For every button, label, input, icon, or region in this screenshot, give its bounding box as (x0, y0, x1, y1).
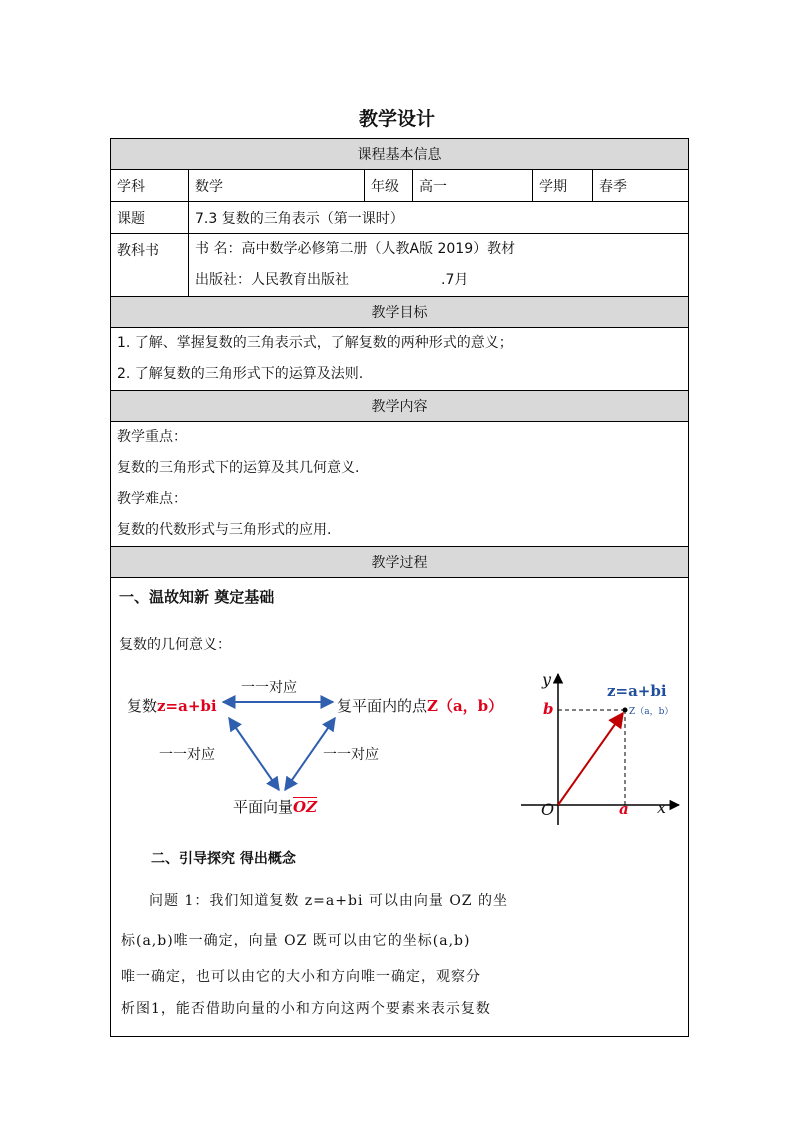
document-title: 教学设计 (358, 108, 435, 130)
part1-title: 一、温故知新 奠定基础 (119, 588, 275, 606)
textbook-name: 书 名：高中数学必修第二册（人教A版 2019）教材 (195, 241, 516, 257)
question1-line4: 析图1，能否借助向量的小和方向这两个要素来表示复数 (121, 1001, 491, 1017)
grade-label: 年级 (365, 170, 413, 202)
key-point-text: 复数的三角形式下的运算及其几何意义. (117, 460, 360, 476)
plot-z-formula: z=a+bi (607, 682, 667, 700)
question1-line2: 标(a,b)唯一确定，向量 OZ 既可以由它的坐标(a,b) (121, 933, 471, 949)
left-correspondence-label: 一一对应 (159, 747, 215, 763)
topic-label: 课题 (111, 202, 189, 234)
plot-origin-label: O (541, 800, 555, 819)
topic-value: 7.3 复数的三角表示（第一课时） (189, 202, 689, 234)
section-content: 教学内容 (111, 391, 689, 422)
question1-line1: 问题 1：我们知道复数 z=a+bi 可以由向量 OZ 的坐 (149, 893, 508, 909)
complex-number-node: 复数z=a+bi (127, 697, 217, 715)
subject-label: 学科 (111, 170, 189, 202)
textbook-info (189, 234, 689, 297)
section-basic-info: 课程基本信息 (111, 139, 689, 170)
process-block (111, 578, 689, 1037)
left-arrow (229, 718, 279, 790)
vector-oz (558, 713, 623, 805)
plot-x-label: x (657, 798, 667, 817)
goal-item: 1. 了解、掌握复数的三角表示式，了解复数的两种形式的意义； (117, 335, 513, 351)
key-point-label: 教学重点： (117, 429, 187, 445)
term-label: 学期 (533, 170, 593, 202)
plot-b-label: b (543, 700, 554, 718)
plane-vector-node: 平面向量$\overline{OZ}$ (233, 798, 318, 816)
subject-value: 数学 (189, 170, 365, 202)
textbook-publisher: 出版社：人民教育出版社 .7月 (195, 272, 469, 288)
goals-list (111, 328, 689, 391)
plot-z-point-label: Z（a，b） (629, 707, 674, 717)
point-z (623, 708, 628, 713)
textbook-label: 教科书 (111, 234, 189, 297)
part2-title: 二、引导探究 得出概念 (151, 851, 296, 867)
plot-y-label: y (542, 670, 552, 689)
goal-item: 2. 了解复数的三角形式下的运算及法则. (117, 366, 364, 382)
term-value: 春季 (593, 170, 689, 202)
geo-meaning-label: 复数的几何意义： (119, 637, 231, 653)
section-process: 教学过程 (111, 547, 689, 578)
section-goals: 教学目标 (111, 297, 689, 328)
difficult-point-label: 教学难点： (117, 491, 187, 507)
difficult-point-text: 复数的代数形式与三角形式的应用. (117, 522, 332, 538)
plane-point-node: 复平面内的点Z（a，b） (337, 697, 504, 715)
plot-a-label: a (619, 800, 629, 818)
content-block (111, 422, 689, 547)
grade-value: 高一 (413, 170, 533, 202)
top-correspondence-label: 一一对应 (241, 680, 297, 696)
right-correspondence-label: 一一对应 (323, 747, 379, 763)
question1-line3: 唯一确定，也可以由它的大小和方向唯一确定，观察分 (121, 969, 481, 985)
lesson-plan-table (110, 138, 689, 1037)
